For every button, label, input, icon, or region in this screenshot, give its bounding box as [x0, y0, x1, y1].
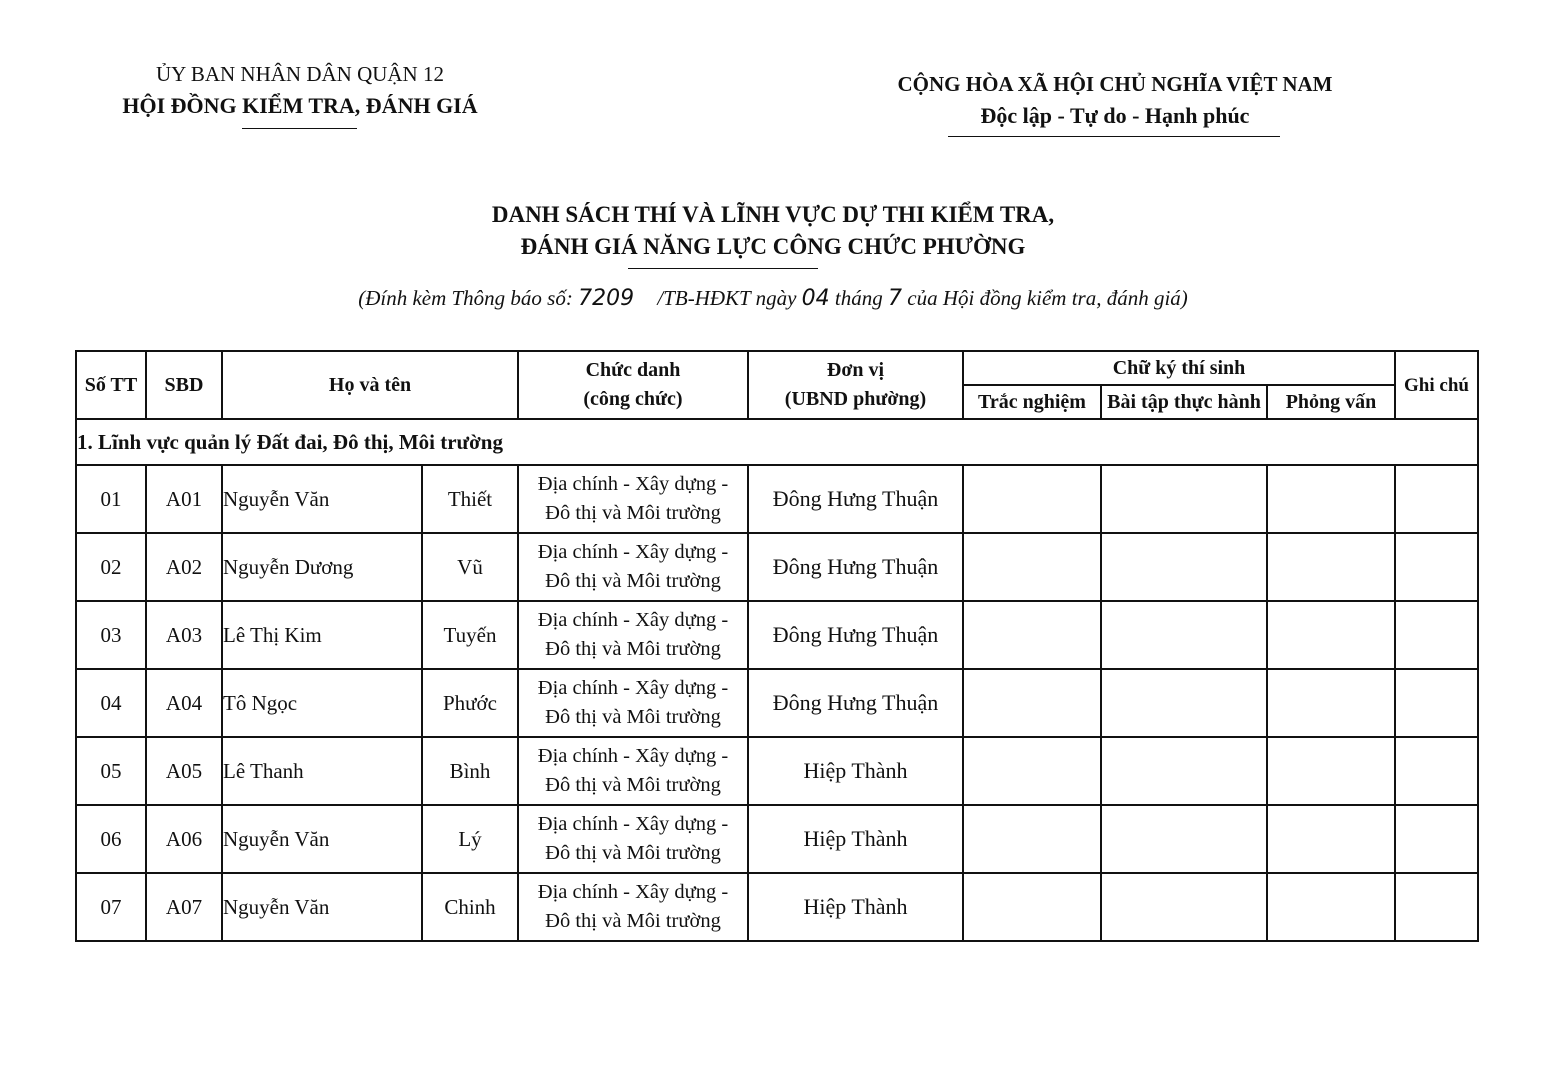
cell-note [1395, 601, 1478, 669]
header-unit [748, 351, 963, 419]
cell-family-name: Nguyễn Dương [222, 533, 422, 601]
cell-stt: 05 [76, 737, 146, 805]
cell-sig-practice [1101, 601, 1267, 669]
cell-sbd: A02 [146, 533, 222, 601]
cell-note [1395, 533, 1478, 601]
document-title-line1: DANH SÁCH THÍ VÀ LĨNH VỰC DỰ THI KIỂM TRA, [491, 202, 1055, 227]
cell-position-line1: Địa chính - Xây dựng - [537, 473, 729, 495]
cell-family-name: Lê Thị Kim [222, 601, 422, 669]
table-row [76, 465, 1478, 533]
attachment-note-part2: /TB-HĐKT ngày [657, 286, 797, 310]
cell-sig-test [963, 533, 1101, 601]
cell-position [518, 465, 748, 533]
header-note: Ghi chú [1395, 351, 1478, 419]
cell-sig-practice [1101, 737, 1267, 805]
header-unit-line1: Đơn vị [826, 359, 885, 381]
cell-sig-test [963, 465, 1101, 533]
header-unit-line2: (UBND phường) [784, 388, 927, 410]
cell-note [1395, 737, 1478, 805]
cell-sbd: A07 [146, 873, 222, 941]
cell-given-name: Bình [422, 737, 518, 805]
cell-sbd: A06 [146, 805, 222, 873]
cell-position-line1: Địa chính - Xây dựng - [537, 745, 729, 767]
cell-family-name: Nguyễn Văn [222, 805, 422, 873]
header-sbd: SBD [146, 351, 222, 419]
cell-sbd: A03 [146, 601, 222, 669]
cell-stt: 06 [76, 805, 146, 873]
cell-stt: 04 [76, 669, 146, 737]
cell-stt: 02 [76, 533, 146, 601]
cell-position-line1: Địa chính - Xây dựng - [537, 813, 729, 835]
cell-sbd: A01 [146, 465, 222, 533]
table-header-row [76, 351, 1478, 385]
notice-number: 7209 [578, 286, 635, 311]
cell-position-line2: Đô thị và Môi trường [545, 706, 721, 728]
cell-position [518, 737, 748, 805]
cell-stt: 07 [76, 873, 146, 941]
section-title: 1. Lĩnh vực quản lý Đất đai, Đô thị, Môi trường [76, 419, 1478, 465]
header-position [518, 351, 748, 419]
cell-note [1395, 465, 1478, 533]
notice-day: 04 [801, 286, 830, 311]
cell-given-name: Thiết [422, 465, 518, 533]
national-motto: Độc lập - Tự do - Hạnh phúc [980, 103, 1250, 128]
cell-position [518, 601, 748, 669]
attachment-note-part1: (Đính kèm Thông báo số: [358, 286, 573, 310]
issuer-line1: ỦY BAN NHÂN DÂN QUẬN 12 [156, 62, 444, 86]
document-title-line2: ĐÁNH GIÁ NĂNG LỰC CÔNG CHỨC PHƯỜNG [520, 234, 1026, 259]
cell-position-line1: Địa chính - Xây dựng - [537, 609, 729, 631]
cell-note [1395, 669, 1478, 737]
cell-sig-interview [1267, 601, 1395, 669]
cell-stt: 01 [76, 465, 146, 533]
issuer-header [95, 62, 505, 119]
cell-position-line2: Đô thị và Môi trường [545, 502, 721, 524]
cell-position [518, 873, 748, 941]
cell-family-name: Lê Thanh [222, 737, 422, 805]
header-signature: Chữ ký thí sinh [963, 351, 1395, 385]
cell-position-line2: Đô thị và Môi trường [545, 570, 721, 592]
cell-position-line1: Địa chính - Xây dựng - [537, 677, 729, 699]
cell-sig-test [963, 601, 1101, 669]
cell-unit: Đông Hưng Thuận [748, 601, 963, 669]
cell-sig-practice [1101, 465, 1267, 533]
cell-sig-test [963, 669, 1101, 737]
section-row [76, 419, 1478, 465]
cell-sig-interview [1267, 533, 1395, 601]
title-underline [628, 268, 818, 269]
cell-family-name: Tô Ngọc [222, 669, 422, 737]
table-row [76, 873, 1478, 941]
cell-position-line2: Đô thị và Môi trường [545, 774, 721, 796]
cell-sig-interview [1267, 465, 1395, 533]
table-row [76, 805, 1478, 873]
cell-position [518, 805, 748, 873]
cell-stt: 03 [76, 601, 146, 669]
cell-sig-practice [1101, 873, 1267, 941]
cell-unit: Hiệp Thành [748, 805, 963, 873]
table-row [76, 601, 1478, 669]
cell-sig-test [963, 737, 1101, 805]
issuer-line2: HỘI ĐỒNG KIỂM TRA, ĐÁNH GIÁ [122, 93, 478, 118]
national-header [870, 72, 1360, 129]
cell-unit: Hiệp Thành [748, 873, 963, 941]
cell-unit: Đông Hưng Thuận [748, 669, 963, 737]
header-name: Họ và tên [222, 351, 518, 419]
cell-position-line2: Đô thị và Môi trường [545, 910, 721, 932]
cell-sig-test [963, 805, 1101, 873]
header-sig-test: Trắc nghiệm [963, 385, 1101, 419]
cell-sbd: A04 [146, 669, 222, 737]
cell-sig-interview [1267, 669, 1395, 737]
candidate-table [75, 350, 1479, 942]
table-row [76, 533, 1478, 601]
cell-sig-test [963, 873, 1101, 941]
cell-unit: Đông Hưng Thuận [748, 465, 963, 533]
table-row [76, 669, 1478, 737]
cell-sig-practice [1101, 533, 1267, 601]
cell-sig-practice [1101, 669, 1267, 737]
cell-position-line2: Đô thị và Môi trường [545, 842, 721, 864]
cell-unit: Hiệp Thành [748, 737, 963, 805]
cell-position [518, 669, 748, 737]
cell-sig-practice [1101, 805, 1267, 873]
header-position-line2: (công chức) [583, 388, 683, 410]
header-stt: Số TT [76, 351, 146, 419]
cell-position [518, 533, 748, 601]
attachment-note-part4: của Hội đồng kiểm tra, đánh giá) [907, 286, 1188, 310]
cell-position-line2: Đô thị và Môi trường [545, 638, 721, 660]
cell-sig-interview [1267, 737, 1395, 805]
attachment-note-part3: tháng [834, 286, 883, 310]
table-row [76, 737, 1478, 805]
cell-sig-interview [1267, 873, 1395, 941]
cell-given-name: Chinh [422, 873, 518, 941]
cell-sbd: A05 [146, 737, 222, 805]
national-title: CỘNG HÒA XÃ HỘI CHỦ NGHĨA VIỆT NAM [897, 72, 1333, 96]
cell-unit: Đông Hưng Thuận [748, 533, 963, 601]
motto-underline [948, 136, 1280, 137]
issuer-underline [242, 128, 357, 129]
cell-position-line1: Địa chính - Xây dựng - [537, 541, 729, 563]
cell-given-name: Vũ [422, 533, 518, 601]
cell-note [1395, 805, 1478, 873]
header-position-line1: Chức danh [585, 359, 681, 381]
cell-note [1395, 873, 1478, 941]
attachment-note [0, 286, 1546, 311]
cell-given-name: Lý [422, 805, 518, 873]
header-sig-practice: Bài tập thực hành [1101, 385, 1267, 419]
cell-sig-interview [1267, 805, 1395, 873]
cell-given-name: Phước [422, 669, 518, 737]
cell-family-name: Nguyễn Văn [222, 873, 422, 941]
cell-family-name: Nguyễn Văn [222, 465, 422, 533]
notice-month: 7 [888, 286, 902, 311]
header-sig-interview: Phỏng vấn [1267, 385, 1395, 419]
cell-position-line1: Địa chính - Xây dựng - [537, 881, 729, 903]
cell-given-name: Tuyến [422, 601, 518, 669]
